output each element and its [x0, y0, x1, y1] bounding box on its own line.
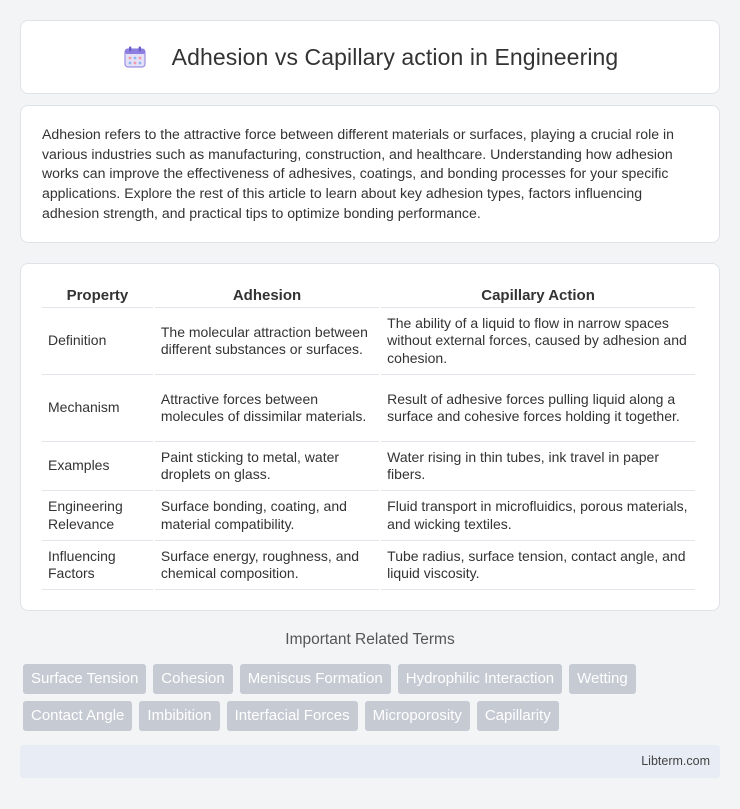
tag-contact-angle[interactable]: Contact Angle — [23, 701, 132, 731]
intro-paragraph: Adhesion refers to the attractive force between different materials or surfaces, playing a crucial role in various industries such as manufacturing, construction, and healthcare. Understanding how adhesion works can improve the effectiveness of adhesives, coatings, and bonding processes for your specific applications. Explore the rest of this article to learn about key adhesion types, factors influencing adhesion strength, and practical tips to optimize bonding performance. — [42, 126, 674, 221]
tag-row — [23, 701, 723, 731]
row-adhesion: Surface energy, roughness, and chemical composition. — [155, 541, 379, 590]
table-row — [42, 442, 695, 491]
footer-site-link[interactable]: Libterm.com — [641, 754, 710, 768]
row-capillary-action: Tube radius, surface tension, contact angle, and liquid viscosity. — [381, 541, 695, 590]
page-title: Adhesion vs Capillary action in Engineering — [171, 43, 619, 70]
row-property: Influencing Factors — [42, 541, 153, 590]
row-property: Mechanism — [42, 375, 153, 442]
table-row — [42, 541, 695, 590]
row-property: Engineering Relevance — [42, 491, 153, 541]
row-capillary-action: Water rising in thin tubes, ink travel in paper fibers. — [381, 442, 695, 491]
tag-hydrophilic-interaction[interactable]: Hydrophilic Interaction — [398, 664, 562, 694]
tag-surface-tension[interactable]: Surface Tension — [23, 664, 146, 694]
row-capillary-action: Result of adhesive forces pulling liquid along a surface and cohesive forces holding it together. — [381, 375, 695, 442]
row-capillary-action: The ability of a liquid to flow in narrow spaces without external forces, caused by adhesion and cohesion. — [381, 308, 695, 375]
calendar-icon — [122, 44, 148, 70]
tag-imbibition[interactable]: Imbibition — [139, 701, 219, 731]
tag-wetting[interactable]: Wetting — [569, 664, 636, 694]
tag-capillarity[interactable]: Capillarity — [477, 701, 559, 731]
table-row — [42, 308, 695, 375]
tag-row — [23, 664, 723, 694]
row-capillary-action: Fluid transport in microfluidics, porous materials, and wicking textiles. — [381, 491, 695, 541]
header-property: Property — [42, 279, 153, 308]
header-capillary-action: Capillary Action — [381, 279, 695, 308]
tag-microporosity[interactable]: Microporosity — [365, 701, 470, 731]
related-terms-title: Important Related Terms — [285, 631, 455, 648]
header-card — [20, 20, 720, 94]
tag-meniscus-formation[interactable]: Meniscus Formation — [240, 664, 391, 694]
row-property: Examples — [42, 442, 153, 491]
tag-cohesion[interactable]: Cohesion — [153, 664, 232, 694]
row-adhesion: Surface bonding, coating, and material compatibility. — [155, 491, 379, 541]
row-property: Definition — [42, 308, 153, 375]
related-terms-tags — [23, 664, 723, 738]
row-adhesion: The molecular attraction between different substances or surfaces. — [155, 308, 379, 375]
footer — [20, 745, 720, 778]
comparison-table-card — [20, 263, 720, 611]
intro-card — [20, 105, 720, 243]
comparison-table — [40, 279, 697, 590]
table-header-row — [42, 279, 695, 308]
header-adhesion: Adhesion — [155, 279, 379, 308]
row-adhesion: Attractive forces between molecules of dissimilar materials. — [155, 375, 379, 442]
row-adhesion: Paint sticking to metal, water droplets on glass. — [155, 442, 379, 491]
table-row — [42, 491, 695, 541]
table-row — [42, 375, 695, 442]
tag-interfacial-forces[interactable]: Interfacial Forces — [227, 701, 358, 731]
